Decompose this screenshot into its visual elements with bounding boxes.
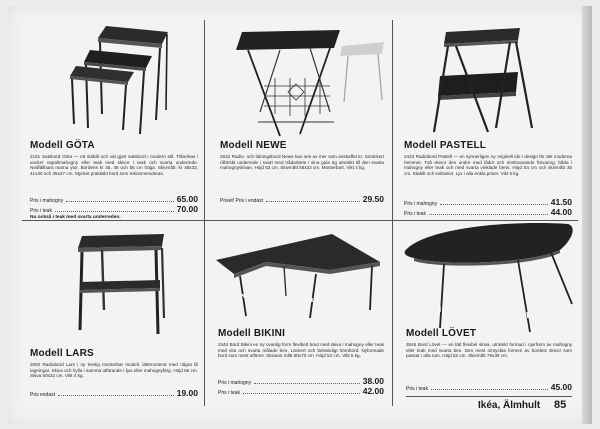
price-amount: 29.50 xyxy=(362,194,384,204)
catalog-footer-brand: Ikéa, Älmhult xyxy=(478,400,541,411)
bikini-corner-table-image xyxy=(212,228,384,324)
price-amount: 19.00 xyxy=(176,388,198,398)
lovet-price-row xyxy=(406,382,572,392)
newe-description: 2642 Radio- och tidningsbord Newe kan ses av mer som anskaffat kr. Smäckert råfärskt underrede i svart med trådarbete i sina gula ög utmärkt till den svarta mahognyskivan. Höjd 53 cm. Skivmått 56x33 cm. Monterbart. Vikt 4 kg. xyxy=(220,154,384,171)
price-leader-dots xyxy=(243,393,360,394)
lovet-title: Modell LÖVET xyxy=(406,328,477,339)
bikini-price-row-teak xyxy=(218,386,384,396)
lars-description: 2082 Radiobord Lars i ny trevlig monterbar modell, lättmonterat med några få tagningar. Skiva och hylla i samma utförande i ljus eller mahognyfärg. Höjd 56 cm. Skiva 50x32 cm. Vikt 4 kg. xyxy=(30,362,198,379)
price-label: Pris i teak xyxy=(218,390,240,396)
price-amount: 44.00 xyxy=(550,207,572,217)
price-leader-dots xyxy=(254,383,360,384)
column-divider-right xyxy=(392,20,393,406)
gota-nesting-tables-image xyxy=(68,24,178,136)
price-leader-dots xyxy=(440,204,548,205)
price-amount: 70.00 xyxy=(176,204,198,214)
newe-magazine-table-image xyxy=(230,26,350,141)
pastell-price-row-mahogny xyxy=(404,197,572,207)
price-label: Pris i teak xyxy=(406,386,428,392)
book-spine xyxy=(582,6,592,424)
newe-title: Modell NEWE xyxy=(220,140,287,151)
price-amount: 42.00 xyxy=(362,386,384,396)
page-number: 85 xyxy=(554,399,567,411)
price-amount: 65.00 xyxy=(176,194,198,204)
bikini-price-row-mahogny xyxy=(218,376,384,386)
lovet-description: 3545 Bord Lövet — en lätt flexibel skiva, utmärkt formad i njurform av mahogny eller teak med svarta ben. Den mest omtyckta formen av bordets skivor som passar i alla rum. Höjd 52 cm. Skivmått 79x39 cm. xyxy=(406,342,572,359)
background-chair-image xyxy=(338,36,386,106)
gota-price-row-teak xyxy=(30,204,198,214)
price-label: Pris i teak xyxy=(30,208,52,214)
gota-title: Modell GÖTA xyxy=(30,140,95,151)
price-label: Pris i mahogny xyxy=(404,201,438,207)
price-leader-dots xyxy=(266,201,360,202)
price-amount: 41.50 xyxy=(550,197,572,207)
price-label: Priset! Pris i endast xyxy=(220,198,264,204)
footer-rule xyxy=(406,396,572,397)
price-leader-dots xyxy=(58,395,174,396)
pastell-title: Modell PASTELL xyxy=(404,140,487,151)
price-leader-dots xyxy=(66,201,174,202)
gota-description: 2181 Satsbord Göta — ett stabilt och väl gjort satsbord i modern stil. Tillverkas i vacker napolimahogny eller teak med skivor i teak och svarta underrede. Nedfällbara marna ytor. Bordens kr 45, 48 och 55 cm höga. Skivmått: kr 48x33, 41x30 och 35x27 cm. Mycket praktiskt bord som rekommenderas. xyxy=(30,154,198,176)
price-label: Pris endast xyxy=(30,392,56,398)
price-leader-dots xyxy=(431,389,548,390)
price-leader-dots xyxy=(429,214,548,215)
catalog-page xyxy=(8,6,592,424)
pastell-description: 2443 Radiobord Pastell — en synnerligen ny originell ide i design för det moderna hemmet. Två skivor den undre med lådor och mottsvarande förvaring, båda i mahogny eller teak och med svarta vinklade bens. Höjd 54 cm och skivmått 35 cm. Stabilt och exklusivt. Lyx i alla enkla priser. Vikt 5 kg. xyxy=(404,154,572,176)
price-amount: 38.00 xyxy=(362,376,384,386)
price-label: Pris i teak xyxy=(404,211,426,217)
column-divider-left xyxy=(204,20,205,406)
price-amount: 45.00 xyxy=(550,382,572,392)
price-leader-dots xyxy=(55,211,174,212)
newe-price-row xyxy=(220,194,384,204)
price-label: Pris i mahogny xyxy=(218,380,252,386)
lars-price-row xyxy=(30,388,198,398)
bikini-description: 2444 Bord Bikini en ny ovanlig form flexibelt bord med skiva i mahogny eller teak med vita och svarta målade ben. Läckert och behändigt hörnbord. Nyformade bord som mest utföres. Skivans mått 80x70 cm. Höjd 52 cm. Vikt 5 kg. xyxy=(218,342,384,359)
bikini-title: Modell BIKINI xyxy=(218,328,286,339)
lars-title: Modell LARS xyxy=(30,348,94,359)
lars-radio-table-image xyxy=(68,230,168,340)
lovet-kidney-table-image xyxy=(400,216,580,336)
gota-note: Nu också i teak med svarta underreden. xyxy=(30,215,121,220)
price-label: Pris i mahogny xyxy=(30,198,64,204)
pastell-radio-table-image xyxy=(426,24,536,136)
gota-price-row-mahogny xyxy=(30,194,198,204)
